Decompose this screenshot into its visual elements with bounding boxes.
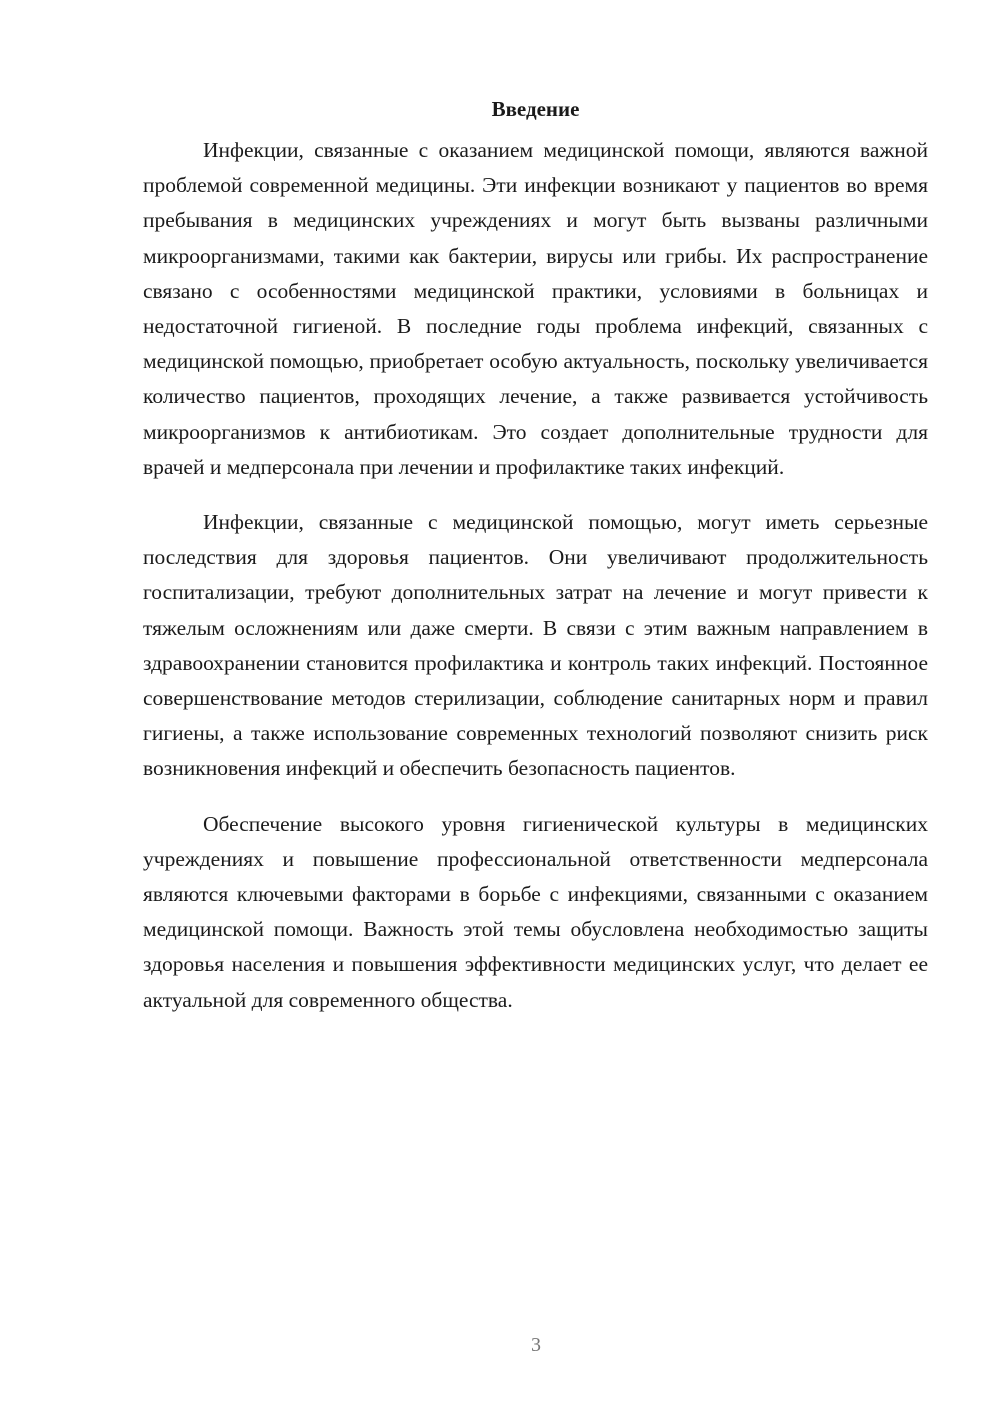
section-title: Введение <box>491 97 580 121</box>
paragraph-1: Инфекции, связанные с оказанием медицинской помощи, являются важной проблемой современной медицины. Эти инфекции возникают у пациентов во время пребывания в медицинских учреждениях и могут быть вызваны различными микроорганизмами, такими как бактерии, вирусы или грибы. Их распространение связано с особенностями медицинской практики, условиями в больницах и недостаточной гигиеной. В последние годы проблема инфекций, связанных с медицинской помощью, приобретает особую актуальность, поскольку увеличивается количество пациентов, проходящих лечение, а также развивается устойчивость микроорганизмов к антибиотикам. Это создает дополнительные трудности для врачей и медперсонала при лечении и профилактике таких инфекций. <box>143 138 928 479</box>
paragraph-2: Инфекции, связанные с медицинской помощью, могут иметь серьезные последствия для здоровья пациентов. Они увеличивают продолжительность госпитализации, требуют дополнительных затрат на лечение и могут привести к тяжелым осложнениям или даже смерти. В связи с этим важным направлением в здравоохранении становится профилактика и контроль таких инфекций. Постоянное совершенствование методов стерилизации, соблюдение санитарных норм и правил гигиены, а также использование современных технологий позволяют снизить риск возникновения инфекций и обеспечить безопасность пациентов. <box>143 510 928 781</box>
paragraph-3: Обеспечение высокого уровня гигиенической культуры в медицинских учреждениях и повышение профессиональной ответственности медперсонала являются ключевыми факторами в борьбе с инфекциями, связанными с оказанием медицинской помощи. Важность этой темы обусловлена необходимостью защиты здоровья населения и повышения эффективности медицинских услуг, что делает ее актуальной для современного общества. <box>143 811 928 1012</box>
page-number: 3 <box>531 1334 541 1356</box>
document-page <box>143 92 928 1018</box>
